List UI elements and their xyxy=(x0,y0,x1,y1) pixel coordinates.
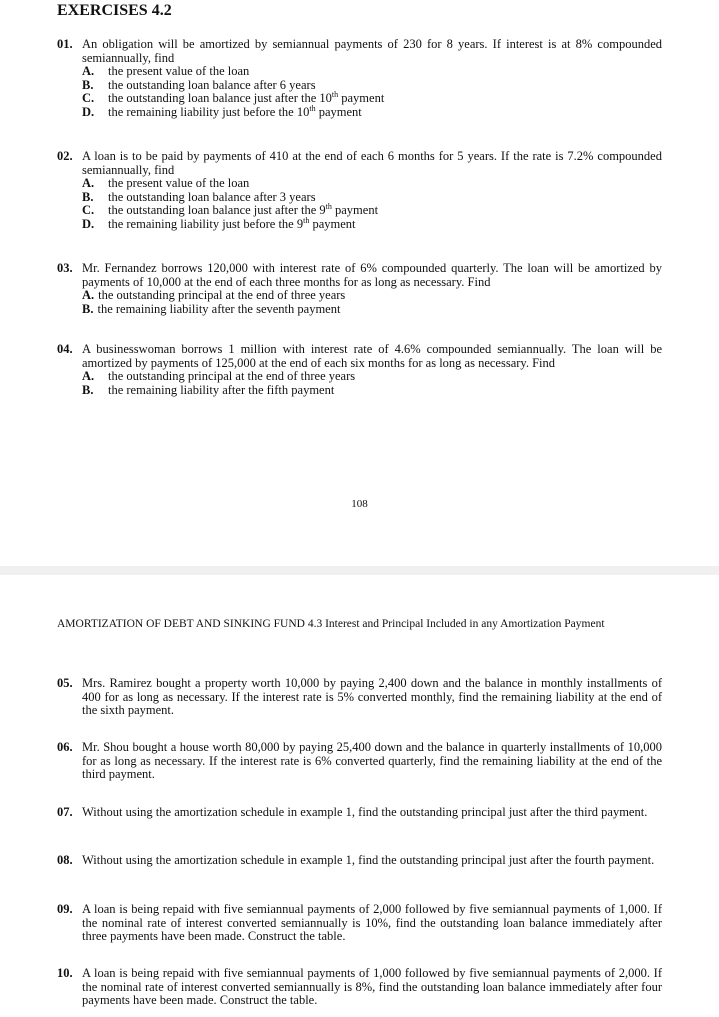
item-text: the outstanding loan balance just after the 10th payment xyxy=(108,89,385,105)
item-text: the remaining liability after the fifth payment xyxy=(108,382,335,397)
exercise-items xyxy=(82,370,662,397)
exercise-08 xyxy=(57,854,662,868)
exercise-06 xyxy=(57,741,662,782)
item-d xyxy=(82,215,662,232)
item-text: the remaining liability just before the 9th payment xyxy=(108,215,356,231)
exercise-number: 09. xyxy=(57,902,73,916)
item-label: A. xyxy=(82,369,95,383)
item-a xyxy=(82,65,662,79)
exercise-items xyxy=(82,177,662,231)
exercise-number: 10. xyxy=(57,966,73,980)
item-label: C. xyxy=(82,91,95,105)
exercise-text: Mrs. Ramirez bought a property worth 10,000 by paying 2,400 down and the balance in monthly installments of 400 for as long as necessary. If the interest rate is 5% converted monthly, find the remaining liability at the end of the sixth payment. xyxy=(82,676,662,717)
exercise-05 xyxy=(57,677,662,718)
item-c xyxy=(82,89,662,106)
item-label: C. xyxy=(82,203,95,217)
item-label: D. xyxy=(82,104,95,119)
item-a xyxy=(82,289,662,303)
exercise-07 xyxy=(57,806,662,820)
item-b xyxy=(82,191,662,205)
item-label: B. xyxy=(82,77,94,92)
exercise-text: Mr. Fernandez borrows 120,000 with interest rate of 6% compounded quarterly. The loan will be amortized by payments of 10,000 at the end of each three months for as long as necessary. Find xyxy=(82,261,662,289)
item-text: the outstanding principal at the end of three years xyxy=(98,288,346,302)
exercise-09 xyxy=(57,903,662,944)
page-number: 108 xyxy=(351,498,368,510)
exercise-03 xyxy=(57,262,662,316)
exercise-number: 03. xyxy=(57,261,73,275)
item-a xyxy=(82,177,662,191)
exercise-text: A loan is being repaid with five semiannual payments of 1,000 followed by five semiannual payments of 2,000. If the nominal rate of interest converted semiannually is 8%, find the outstanding loan balance immediately after four payments have been made. Construct the table. xyxy=(82,966,662,1007)
item-d xyxy=(82,103,662,120)
exercise-text: Without using the amortization schedule in example 1, find the outstanding principal just after the third payment. xyxy=(82,805,648,819)
exercise-text: A businesswoman borrows 1 million with interest rate of 4.6% compounded semiannually. The loan will be amortized by payments of 125,000 at the end of each six months for as long as necessary. Find xyxy=(82,342,662,370)
section-title: EXERCISES 4.2 xyxy=(57,2,172,19)
item-label: A. xyxy=(82,64,95,78)
exercise-text: Mr. Shou bought a house worth 80,000 by paying 25,400 down and the balance in quarterly installments of 10,000 for as long as necessary. If the interest rate is 6% converted quarterly, find the remaining liability at the end of the third payment. xyxy=(82,740,662,781)
item-label: A. xyxy=(82,288,95,302)
exercise-04 xyxy=(57,343,662,397)
exercise-items xyxy=(82,65,662,119)
exercise-02 xyxy=(57,150,662,231)
exercise-number: 06. xyxy=(57,740,73,754)
item-label: A. xyxy=(82,176,95,190)
exercise-number: 07. xyxy=(57,805,73,819)
exercise-number: 01. xyxy=(57,37,73,51)
exercise-number: 02. xyxy=(57,149,73,163)
item-label: B. xyxy=(82,301,94,316)
item-c xyxy=(82,201,662,218)
exercise-text: A loan is being repaid with five semiannual payments of 2,000 followed by five semiannual payments of 1,000. If the nominal rate of interest converted semiannually is 10%, find the outstanding loan balance immediately after three payments have been made. Construct the table. xyxy=(82,902,662,943)
item-text: the outstanding loan balance after 6 years xyxy=(108,77,316,92)
item-text: the outstanding loan balance after 3 years xyxy=(108,189,316,204)
item-label: D. xyxy=(82,216,95,231)
exercise-text: Without using the amortization schedule in example 1, find the outstanding principal just after the fourth payment. xyxy=(82,853,655,867)
item-b xyxy=(82,79,662,93)
item-a xyxy=(82,370,662,384)
exercise-text: A loan is to be paid by payments of 410 at the end of each 6 months for 5 years. If the rate is 7.2% compounded semiannually, find xyxy=(82,149,662,177)
running-header: AMORTIZATION OF DEBT AND SINKING FUND 4.3 Interest and Principal Included in any Amortization Payment xyxy=(57,618,605,630)
exercise-number: 04. xyxy=(57,342,73,356)
exercise-text: An obligation will be amortized by semiannual payments of 230 for 8 years. If interest is at 8% compounded semiannually, find xyxy=(82,37,662,65)
item-text: the present value of the loan xyxy=(108,176,250,190)
document-page-109 xyxy=(0,575,719,1017)
exercise-number: 05. xyxy=(57,676,73,690)
item-label: B. xyxy=(82,189,94,204)
item-text: the outstanding principal at the end of three years xyxy=(108,369,356,383)
item-text: the remaining liability after the seventh payment xyxy=(97,301,341,316)
exercise-items xyxy=(82,289,662,316)
item-label: B. xyxy=(82,382,94,397)
exercise-10 xyxy=(57,967,662,1008)
item-b xyxy=(82,303,662,317)
item-text: the outstanding loan balance just after the 9th payment xyxy=(108,201,379,217)
item-text: the remaining liability just before the 10th payment xyxy=(108,103,362,119)
exercise-number: 08. xyxy=(57,853,73,867)
item-text: the present value of the loan xyxy=(108,64,250,78)
exercise-01 xyxy=(57,38,662,119)
item-b xyxy=(82,384,662,398)
